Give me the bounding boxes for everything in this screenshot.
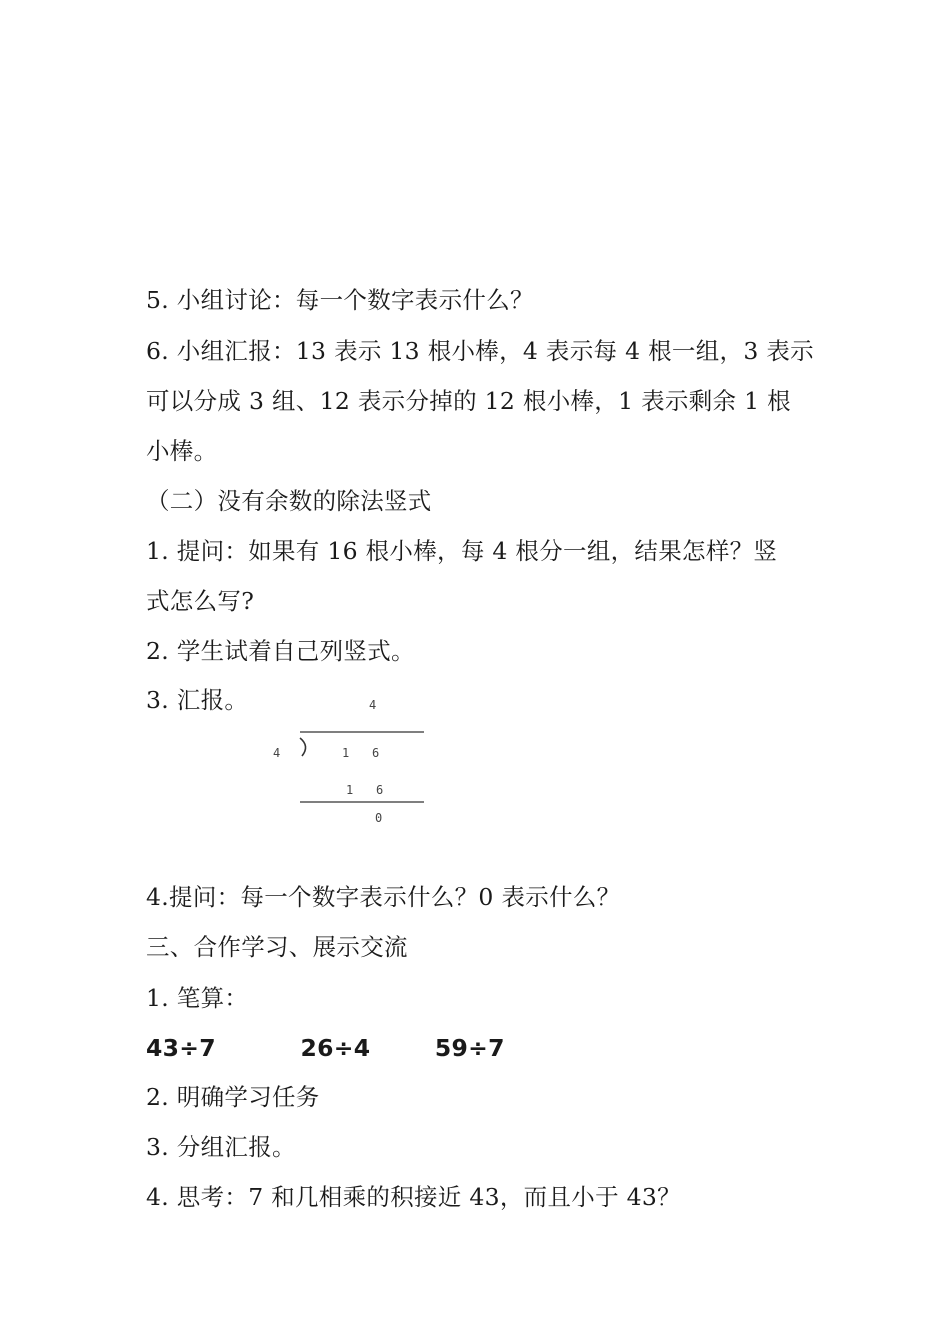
- paragraph-written-calc: 1. 笔算：: [146, 984, 249, 1012]
- paragraph-question: 1. 提问：如果有 16 根小棒，每 4 根分一组，结果怎样？竖: [146, 537, 778, 565]
- product-digit-1: 1: [346, 783, 354, 797]
- paragraph-question-cont: 式怎么写?: [146, 587, 255, 615]
- remainder-digit: 0: [375, 811, 383, 825]
- paragraph-group-report-end: 小棒。: [146, 437, 218, 465]
- paragraph-group-report-2: 3. 分组汇报。: [146, 1133, 296, 1161]
- calculation-row: [146, 1033, 561, 1063]
- division-bracket: [296, 730, 428, 806]
- calculation-1: 43÷7: [146, 1034, 216, 1062]
- quotient-digit: 4: [369, 698, 377, 712]
- section-heading-cooperative: 三、合作学习、展示交流: [146, 933, 408, 961]
- calculation-3: 59÷7: [434, 1034, 505, 1062]
- paragraph-group-report-cont: 可以分成 3 组、12 表示分掉的 12 根小棒，1 表示剩余 1 根: [146, 387, 791, 415]
- paragraph-task: 2. 明确学习任务: [146, 1083, 320, 1111]
- product-digit-2: 6: [376, 783, 384, 797]
- dividend-digit-2: 6: [372, 746, 380, 760]
- dividend-digit-1: 1: [342, 746, 350, 760]
- divisor-digit: 4: [273, 746, 281, 760]
- paragraph-report: 3. 汇报。: [146, 686, 249, 714]
- section-heading-no-remainder: （二）没有余数的除法竖式: [146, 487, 432, 515]
- paragraph-think: 4. 思考：7 和几相乘的积接近 43，而且小于 43？: [146, 1183, 681, 1211]
- paragraph-group-discussion: 5. 小组讨论：每一个数字表示什么？: [146, 286, 534, 314]
- paragraph-question-zero: 4.提问：每一个数字表示什么？0 表示什么？: [146, 883, 621, 911]
- calculation-2: 26÷4: [300, 1034, 371, 1062]
- paragraph-students-try: 2. 学生试着自己列竖式。: [146, 637, 415, 665]
- paragraph-group-report: 6. 小组汇报：13 表示 13 根小棒，4 表示每 4 根一组，3 表示: [146, 337, 814, 365]
